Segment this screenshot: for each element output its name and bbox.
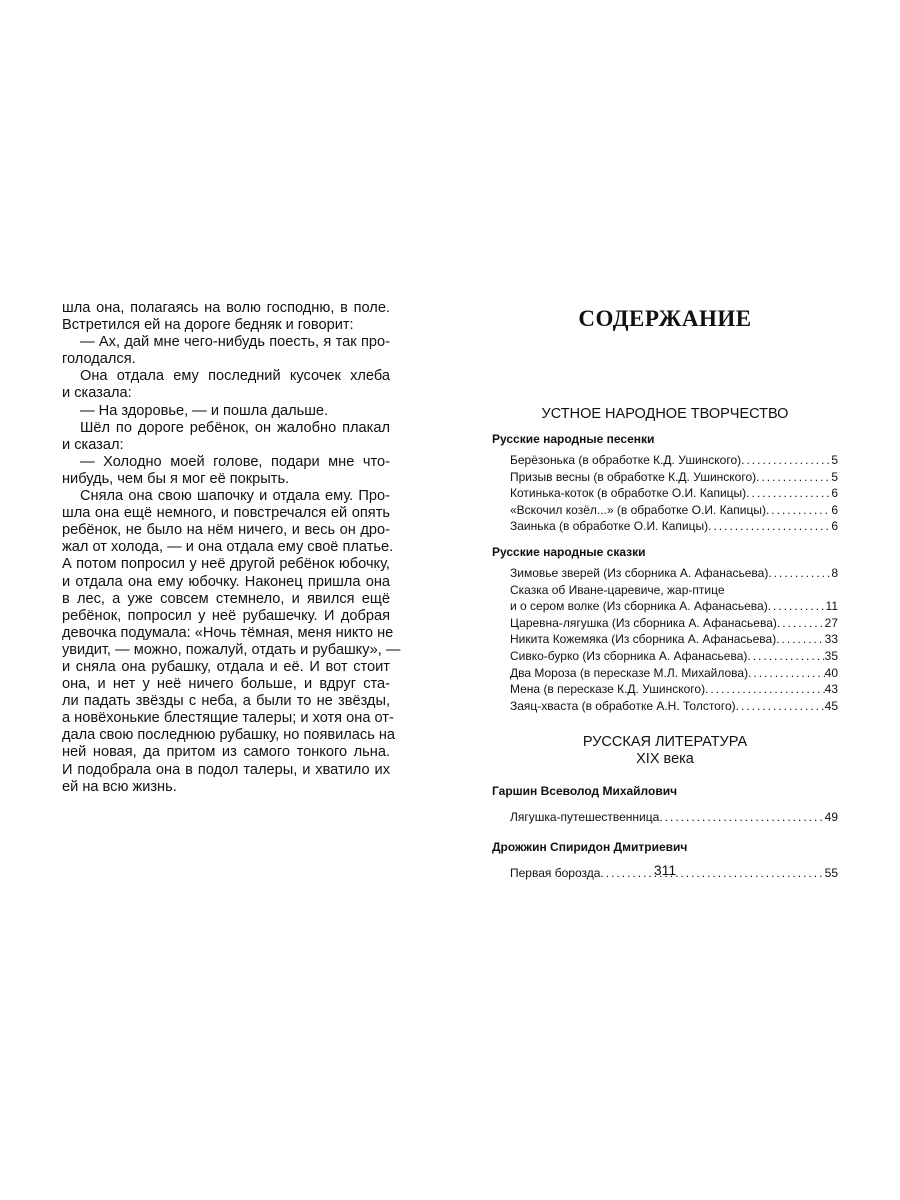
toc-entry-title: Мена (в пересказе К.Д. Ушинского) xyxy=(510,682,706,697)
subsection-heading-songs: Русские народные песенки xyxy=(492,432,655,446)
toc-entry-page: 6 xyxy=(831,519,838,534)
text-line: и сказала: xyxy=(62,385,132,402)
toc-entry-title: Два Мороза (в пересказе М.Л. Михайлова) xyxy=(510,665,749,680)
toc-entry[interactable] xyxy=(492,809,838,826)
toc-leader-dots xyxy=(766,502,831,519)
toc-entry-title: Призыв весны (в обработке К.Д. Ушинского) xyxy=(510,469,757,484)
toc-entry[interactable] xyxy=(492,681,838,698)
text-line: шла она ещё немного, и повстречался ей опять xyxy=(62,505,390,522)
page-number: 311 xyxy=(653,862,677,878)
text-line: — Ах, дай мне чего-нибудь поесть, я так про- xyxy=(80,334,390,351)
section-heading-literature: РУССКАЯ ЛИТЕРАТУРА xyxy=(582,734,748,751)
toc-leader-dots xyxy=(777,615,825,632)
text-line: ей на всю жизнь. xyxy=(62,778,177,795)
text-line: И подобрала она в подол талеры, и хватило их xyxy=(62,761,390,778)
text-line: Сняла она свою шапочку и отдала ему. Про- xyxy=(80,488,390,505)
toc-entry-title: Котинька-коток (в обработке О.И. Капицы) xyxy=(510,486,747,501)
toc-leader-dots xyxy=(705,681,825,698)
toc-entry-page: 49 xyxy=(824,810,838,825)
text-line: дала свою последнюю рубашку, но появилась на xyxy=(62,727,396,744)
text-line: голодался. xyxy=(62,351,136,368)
toc-leader-dots xyxy=(768,598,826,615)
toc-entry[interactable] xyxy=(492,648,838,665)
toc-leader-dots xyxy=(736,698,825,715)
toc-entry-page: 45 xyxy=(824,698,838,713)
toc-entry[interactable] xyxy=(492,485,838,502)
text-line: в лес, а уже совсем стемнело, и явился ещё xyxy=(62,590,390,607)
text-line: ней новая, да притом из самого тонкого льна. xyxy=(62,744,390,761)
toc-entry[interactable] xyxy=(492,598,838,615)
toc-entry-title: Лягушка-путешественница xyxy=(510,810,660,825)
toc-title: СОДЕРЖАНИЕ xyxy=(578,306,752,331)
text-line: жал от холода, — и она отдала ему своё платье. xyxy=(62,539,394,556)
table-of-contents xyxy=(492,300,838,882)
toc-entry[interactable] xyxy=(492,502,838,519)
toc-entry-title: Никита Кожемяка (Из сборника А. Афанасьева) xyxy=(510,632,777,647)
text-line: и сняла она рубашку, отдала и её. И вот стоит xyxy=(62,658,390,675)
toc-entry-page: 8 xyxy=(831,565,838,580)
text-line: — На здоровье, — и пошла дальше. xyxy=(80,402,329,419)
toc-entry-line[interactable] xyxy=(492,582,838,599)
toc-entry-title: Заинька (в обработке О.И. Капицы) xyxy=(510,519,709,534)
left-page-text xyxy=(62,300,401,796)
toc-entry[interactable] xyxy=(492,469,838,486)
toc-entry[interactable] xyxy=(492,615,838,632)
toc-leader-dots xyxy=(659,809,824,826)
text-line: Встретился ей на дороге бедняк и говорит: xyxy=(62,317,354,334)
text-line: ребёнок, не было на нём ничего, и весь он дро- xyxy=(62,522,390,539)
text-line: она, и нет у неё ничего больше, и вдруг ста- xyxy=(62,676,390,693)
toc-leader-dots xyxy=(746,485,831,502)
toc-leader-dots xyxy=(768,565,831,582)
text-line: Она отдала ему последний кусочек хлеба xyxy=(80,368,390,385)
toc-leader-dots xyxy=(741,452,831,469)
toc-entry-page: 35 xyxy=(824,648,838,663)
text-line: и отдала она ему юбочку. Наконец пришла она xyxy=(62,573,390,590)
toc-entry[interactable] xyxy=(492,698,838,715)
text-line: Шёл по дороге ребёнок, он жалобно плакал xyxy=(80,419,390,436)
toc-leader-dots xyxy=(747,648,824,665)
toc-entry[interactable] xyxy=(492,631,838,648)
toc-entry[interactable] xyxy=(492,518,838,535)
section-heading-folk: УСТНОЕ НАРОДНОЕ ТВОРЧЕСТВО xyxy=(541,406,789,422)
toc-entry-page: 6 xyxy=(831,486,838,501)
toc-entry-page: 27 xyxy=(824,615,838,630)
text-line: шла она, полагаясь на волю господню, в поле. xyxy=(62,300,390,316)
toc-entry-page: 11 xyxy=(825,599,838,614)
text-line: увидит, — можно, пожалуй, отдать и рубашку», — xyxy=(62,641,401,658)
text-line: и сказал: xyxy=(62,436,124,453)
toc-leader-dots xyxy=(756,469,831,486)
author-heading-drozhzhin: Дрожжин Спиридон Дмитриевич xyxy=(492,839,688,854)
toc-entry-page: 40 xyxy=(824,665,838,680)
songs-entries xyxy=(492,452,838,535)
toc-entry-page: 5 xyxy=(831,469,838,484)
toc-entry-title: «Вскочил козёл...» (в обработке О.И. Капицы) xyxy=(510,502,766,517)
tales-entries xyxy=(492,615,838,715)
text-line: а новёхонькие блестящие талеры; и хотя она от- xyxy=(62,710,394,727)
toc-entry-title: Первая борозда xyxy=(510,865,601,880)
toc-entry-title: Берёзонька (в обработке К.Д. Ушинского) xyxy=(510,453,742,467)
toc-entry[interactable] xyxy=(492,452,838,469)
text-line: А потом попросил у неё другой ребёнок юбочку, xyxy=(62,556,390,573)
toc-leader-dots xyxy=(748,665,825,682)
toc-entry-page: 33 xyxy=(824,632,838,647)
toc-entry-title: Сивко-бурко (Из сборника А. Афанасьева) xyxy=(510,648,748,663)
text-line: ребёнок, попросил у неё рубашечку. И добрая xyxy=(62,607,390,624)
text-line: нибудь, чем бы я мог её покрыть. xyxy=(62,470,290,487)
toc-entry-page: 43 xyxy=(824,682,838,697)
toc-entry-title: Царевна-лягушка (Из сборника А. Афанасьева) xyxy=(510,615,777,630)
text-line: девочка подумала: «Ночь тёмная, меня никто не xyxy=(62,624,394,641)
toc-entry[interactable] xyxy=(492,565,838,582)
toc-entry-page: 5 xyxy=(831,453,838,467)
toc-entry-title-line1: Сказка об Иване-царевиче, жар-птице xyxy=(510,582,725,597)
toc-entry-page: 6 xyxy=(831,502,838,517)
toc-entry-title: и о сером волке (Из сборника А. Афанасьева) xyxy=(510,599,768,614)
author-heading-garshin: Гаршин Всеволод Михайлович xyxy=(492,784,678,799)
text-line: ли падать звёзды с неба, а были то не звёзды, xyxy=(62,693,390,710)
toc-entry-page: 55 xyxy=(824,865,838,880)
text-line: — Холодно моей голове, подари мне что- xyxy=(80,453,390,470)
toc-entry-title: Зимовье зверей (Из сборника А. Афанасьева) xyxy=(510,565,769,580)
section-subheading-century: XIX века xyxy=(636,751,694,768)
toc-entry-title: Заяц-хваста (в обработке А.Н. Толстого) xyxy=(510,698,736,713)
toc-leader-dots xyxy=(776,631,824,648)
subsection-heading-tales: Русские народные сказки xyxy=(492,544,646,559)
toc-entry[interactable] xyxy=(492,665,838,682)
toc-leader-dots xyxy=(708,518,831,535)
